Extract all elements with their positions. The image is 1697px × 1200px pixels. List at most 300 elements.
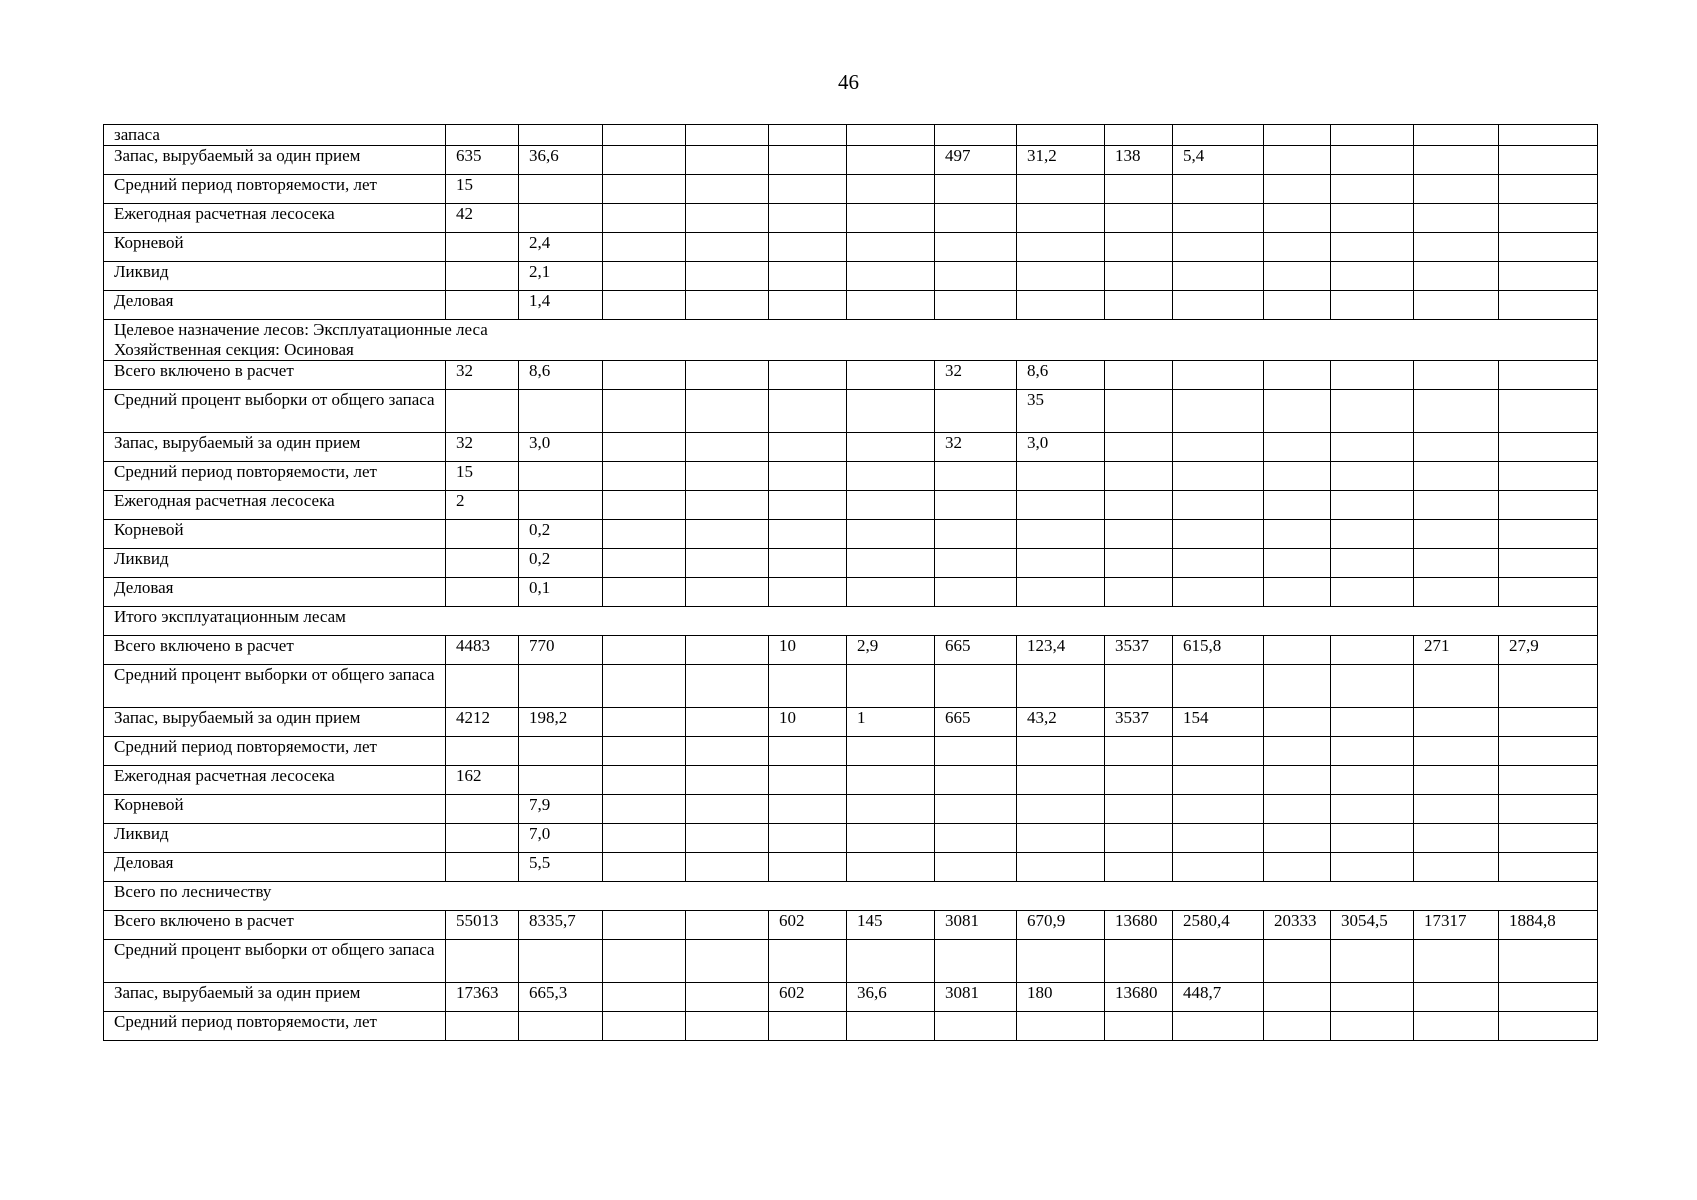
value-cell <box>1499 737 1598 766</box>
value-cell <box>603 262 686 291</box>
value-cell: 3537 <box>1105 708 1173 737</box>
table-row <box>104 433 1598 462</box>
value-cell <box>1499 462 1598 491</box>
value-cell <box>935 175 1017 204</box>
value-cell <box>769 737 847 766</box>
value-cell <box>1331 795 1414 824</box>
value-cell: 4483 <box>446 636 519 665</box>
value-cell <box>1331 361 1414 390</box>
value-cell: 670,9 <box>1017 911 1105 940</box>
value-cell <box>686 737 769 766</box>
value-cell: 2580,4 <box>1173 911 1264 940</box>
value-cell <box>1414 390 1499 433</box>
value-cell <box>935 262 1017 291</box>
value-cell: 8335,7 <box>519 911 603 940</box>
value-cell <box>1414 291 1499 320</box>
value-cell <box>1017 737 1105 766</box>
value-cell <box>686 911 769 940</box>
value-cell <box>686 233 769 262</box>
value-cell <box>1414 361 1499 390</box>
value-cell <box>1499 262 1598 291</box>
value-cell <box>603 665 686 708</box>
row-label-cell: Запас, вырубаемый за один прием <box>104 146 446 175</box>
value-cell <box>847 665 935 708</box>
value-cell <box>1017 520 1105 549</box>
table-row <box>104 737 1598 766</box>
value-cell <box>603 291 686 320</box>
value-cell <box>446 125 519 146</box>
value-cell <box>1331 233 1414 262</box>
value-cell <box>686 462 769 491</box>
value-cell <box>1499 204 1598 233</box>
value-cell <box>686 853 769 882</box>
row-label-cell: Деловая <box>104 291 446 320</box>
value-cell <box>1017 125 1105 146</box>
value-cell <box>1105 204 1173 233</box>
value-cell: 1884,8 <box>1499 911 1598 940</box>
value-cell: 615,8 <box>1173 636 1264 665</box>
value-cell <box>1331 636 1414 665</box>
value-cell <box>935 766 1017 795</box>
value-cell <box>1414 491 1499 520</box>
value-cell <box>847 520 935 549</box>
value-cell <box>519 1012 603 1041</box>
value-cell <box>1499 665 1598 708</box>
value-cell <box>769 795 847 824</box>
value-cell <box>1331 390 1414 433</box>
value-cell: 3081 <box>935 911 1017 940</box>
table-row <box>104 390 1598 433</box>
value-cell <box>1264 636 1331 665</box>
value-cell <box>686 708 769 737</box>
value-cell <box>769 433 847 462</box>
value-cell <box>769 361 847 390</box>
value-cell <box>1017 665 1105 708</box>
value-cell: 3,0 <box>1017 433 1105 462</box>
value-cell <box>1017 1012 1105 1041</box>
value-cell <box>1173 204 1264 233</box>
value-cell: 10 <box>769 708 847 737</box>
value-cell <box>519 737 603 766</box>
value-cell <box>1017 853 1105 882</box>
section-header-line: Всего по лесничеству <box>114 882 272 901</box>
value-cell <box>686 665 769 708</box>
value-cell <box>1414 462 1499 491</box>
value-cell: 15 <box>446 175 519 204</box>
value-cell: 36,6 <box>519 146 603 175</box>
value-cell <box>686 766 769 795</box>
section-header-line: Целевое назначение лесов: Эксплуатационные леса <box>114 320 488 339</box>
value-cell <box>603 940 686 983</box>
value-cell <box>1499 233 1598 262</box>
value-cell <box>1331 175 1414 204</box>
value-cell <box>686 940 769 983</box>
value-cell <box>847 361 935 390</box>
value-cell: 20333 <box>1264 911 1331 940</box>
value-cell <box>847 824 935 853</box>
value-cell <box>1499 578 1598 607</box>
value-cell <box>603 125 686 146</box>
value-cell <box>1105 462 1173 491</box>
row-label-cell: Ликвид <box>104 549 446 578</box>
value-cell <box>1331 520 1414 549</box>
value-cell <box>769 853 847 882</box>
value-cell <box>1414 146 1499 175</box>
section-header-row <box>104 882 1598 911</box>
value-cell <box>1499 175 1598 204</box>
value-cell <box>603 853 686 882</box>
value-cell <box>1264 233 1331 262</box>
value-cell <box>519 665 603 708</box>
value-cell <box>519 204 603 233</box>
value-cell <box>603 204 686 233</box>
table-row <box>104 795 1598 824</box>
value-cell <box>1017 578 1105 607</box>
value-cell <box>935 737 1017 766</box>
table-row <box>104 233 1598 262</box>
value-cell <box>686 636 769 665</box>
value-cell <box>847 795 935 824</box>
value-cell: 13680 <box>1105 911 1173 940</box>
value-cell <box>1264 361 1331 390</box>
value-cell <box>1173 125 1264 146</box>
value-cell <box>1017 549 1105 578</box>
value-cell <box>1499 983 1598 1012</box>
value-cell <box>1017 233 1105 262</box>
table-row <box>104 175 1598 204</box>
value-cell <box>603 462 686 491</box>
value-cell <box>1264 390 1331 433</box>
row-label-cell: Средний период повторяемости, лет <box>104 462 446 491</box>
value-cell <box>1105 361 1173 390</box>
value-cell <box>1264 204 1331 233</box>
value-cell <box>446 578 519 607</box>
value-cell <box>446 233 519 262</box>
value-cell <box>1017 262 1105 291</box>
value-cell <box>1499 291 1598 320</box>
value-cell <box>1414 578 1499 607</box>
value-cell <box>935 824 1017 853</box>
value-cell <box>1105 665 1173 708</box>
value-cell <box>1105 549 1173 578</box>
value-cell <box>603 578 686 607</box>
table-row <box>104 853 1598 882</box>
value-cell: 497 <box>935 146 1017 175</box>
value-cell <box>1173 390 1264 433</box>
allowable-cut-table <box>103 124 1598 1041</box>
value-cell <box>603 636 686 665</box>
value-cell <box>847 578 935 607</box>
value-cell <box>769 1012 847 1041</box>
section-header-line: Итого эксплуатационным лесам <box>114 607 346 626</box>
value-cell <box>769 390 847 433</box>
value-cell <box>769 204 847 233</box>
value-cell: 2,4 <box>519 233 603 262</box>
value-cell <box>1331 578 1414 607</box>
value-cell <box>935 1012 1017 1041</box>
value-cell <box>769 233 847 262</box>
value-cell <box>1173 853 1264 882</box>
value-cell <box>769 578 847 607</box>
value-cell: 31,2 <box>1017 146 1105 175</box>
row-label-cell: Средний процент выборки от общего запаса <box>104 390 446 433</box>
value-cell <box>446 549 519 578</box>
value-cell <box>1499 853 1598 882</box>
value-cell <box>1173 291 1264 320</box>
value-cell <box>1414 175 1499 204</box>
value-cell: 17317 <box>1414 911 1499 940</box>
value-cell <box>769 940 847 983</box>
value-cell <box>1173 233 1264 262</box>
value-cell: 0,1 <box>519 578 603 607</box>
value-cell <box>1331 853 1414 882</box>
value-cell <box>686 491 769 520</box>
table-row <box>104 520 1598 549</box>
value-cell <box>519 462 603 491</box>
value-cell <box>1105 390 1173 433</box>
table-row <box>104 361 1598 390</box>
value-cell <box>1105 766 1173 795</box>
value-cell <box>603 146 686 175</box>
value-cell <box>446 1012 519 1041</box>
value-cell <box>1331 1012 1414 1041</box>
value-cell <box>847 433 935 462</box>
value-cell: 162 <box>446 766 519 795</box>
value-cell <box>1414 233 1499 262</box>
value-cell <box>1264 766 1331 795</box>
value-cell <box>935 204 1017 233</box>
value-cell <box>1173 433 1264 462</box>
value-cell <box>935 665 1017 708</box>
value-cell <box>1414 262 1499 291</box>
value-cell <box>1017 795 1105 824</box>
value-cell <box>1414 1012 1499 1041</box>
value-cell <box>1264 795 1331 824</box>
value-cell <box>1105 125 1173 146</box>
value-cell <box>1499 1012 1598 1041</box>
table-row <box>104 911 1598 940</box>
value-cell <box>935 578 1017 607</box>
value-cell: 7,0 <box>519 824 603 853</box>
value-cell <box>847 1012 935 1041</box>
value-cell <box>1414 125 1499 146</box>
value-cell <box>1331 204 1414 233</box>
value-cell <box>1264 549 1331 578</box>
row-label-cell: Деловая <box>104 853 446 882</box>
value-cell <box>847 291 935 320</box>
section-header-cell <box>104 320 1598 361</box>
row-label-cell: Деловая <box>104 578 446 607</box>
value-cell <box>1017 824 1105 853</box>
section-header-line: Хозяйственная секция: Осиновая <box>114 340 354 359</box>
value-cell <box>1264 940 1331 983</box>
value-cell <box>1331 708 1414 737</box>
value-cell <box>519 940 603 983</box>
value-cell <box>1173 520 1264 549</box>
value-cell <box>1414 940 1499 983</box>
value-cell <box>847 390 935 433</box>
row-label-cell: Средний период повторяемости, лет <box>104 1012 446 1041</box>
value-cell: 55013 <box>446 911 519 940</box>
table-row <box>104 462 1598 491</box>
value-cell <box>1499 433 1598 462</box>
table-row <box>104 491 1598 520</box>
value-cell: 271 <box>1414 636 1499 665</box>
value-cell <box>935 853 1017 882</box>
value-cell <box>686 795 769 824</box>
value-cell <box>1105 262 1173 291</box>
value-cell <box>603 175 686 204</box>
value-cell: 7,9 <box>519 795 603 824</box>
value-cell <box>1331 824 1414 853</box>
value-cell <box>935 125 1017 146</box>
value-cell: 8,6 <box>1017 361 1105 390</box>
row-label-cell: Средний процент выборки от общего запаса <box>104 940 446 983</box>
row-label-cell: Средний период повторяемости, лет <box>104 175 446 204</box>
value-cell <box>1264 578 1331 607</box>
value-cell <box>446 520 519 549</box>
value-cell: 27,9 <box>1499 636 1598 665</box>
value-cell <box>686 578 769 607</box>
value-cell: 2,1 <box>519 262 603 291</box>
value-cell <box>1414 549 1499 578</box>
row-label-cell: Корневой <box>104 520 446 549</box>
value-cell <box>1331 291 1414 320</box>
value-cell: 198,2 <box>519 708 603 737</box>
value-cell <box>1017 291 1105 320</box>
value-cell <box>686 824 769 853</box>
value-cell: 635 <box>446 146 519 175</box>
value-cell <box>769 549 847 578</box>
value-cell <box>1173 578 1264 607</box>
table-row <box>104 549 1598 578</box>
value-cell <box>446 737 519 766</box>
row-label-cell: Ежегодная расчетная лесосека <box>104 491 446 520</box>
value-cell <box>603 361 686 390</box>
value-cell <box>1264 125 1331 146</box>
row-label-cell: Средний процент выборки от общего запаса <box>104 665 446 708</box>
value-cell <box>1331 766 1414 795</box>
value-cell <box>603 911 686 940</box>
value-cell <box>1173 491 1264 520</box>
value-cell <box>935 795 1017 824</box>
value-cell: 35 <box>1017 390 1105 433</box>
table-row <box>104 665 1598 708</box>
value-cell <box>446 665 519 708</box>
value-cell <box>1499 146 1598 175</box>
value-cell <box>519 491 603 520</box>
value-cell <box>847 262 935 291</box>
value-cell <box>847 853 935 882</box>
value-cell: 138 <box>1105 146 1173 175</box>
value-cell <box>769 125 847 146</box>
value-cell <box>769 824 847 853</box>
value-cell <box>1264 520 1331 549</box>
value-cell <box>603 433 686 462</box>
value-cell <box>1264 175 1331 204</box>
value-cell <box>1173 737 1264 766</box>
value-cell <box>1499 766 1598 795</box>
value-cell <box>935 520 1017 549</box>
value-cell <box>847 737 935 766</box>
value-cell <box>686 175 769 204</box>
value-cell: 3,0 <box>519 433 603 462</box>
value-cell <box>1331 262 1414 291</box>
value-cell <box>1264 737 1331 766</box>
value-cell: 5,4 <box>1173 146 1264 175</box>
value-cell <box>1173 940 1264 983</box>
value-cell <box>686 433 769 462</box>
value-cell <box>1173 766 1264 795</box>
value-cell <box>1414 708 1499 737</box>
table-row <box>104 708 1598 737</box>
value-cell: 448,7 <box>1173 983 1264 1012</box>
table-row <box>104 1012 1598 1041</box>
value-cell <box>1499 549 1598 578</box>
value-cell <box>1264 1012 1331 1041</box>
page-number: 46 <box>838 70 859 94</box>
value-cell <box>1499 708 1598 737</box>
value-cell <box>686 549 769 578</box>
value-cell <box>769 262 847 291</box>
value-cell <box>686 262 769 291</box>
row-label-cell: Запас, вырубаемый за один прием <box>104 433 446 462</box>
value-cell <box>519 125 603 146</box>
section-header-cell <box>104 882 1598 911</box>
table-row <box>104 125 1598 146</box>
value-cell <box>1414 433 1499 462</box>
table-row <box>104 204 1598 233</box>
value-cell <box>603 1012 686 1041</box>
value-cell <box>847 146 935 175</box>
value-cell <box>1414 853 1499 882</box>
value-cell <box>1173 549 1264 578</box>
value-cell <box>1173 262 1264 291</box>
row-label-cell: Всего включено в расчет <box>104 911 446 940</box>
value-cell <box>1331 491 1414 520</box>
value-cell <box>446 824 519 853</box>
value-cell <box>1173 175 1264 204</box>
value-cell: 665 <box>935 636 1017 665</box>
value-cell <box>769 491 847 520</box>
value-cell <box>1264 983 1331 1012</box>
value-cell <box>686 390 769 433</box>
row-label-cell: Ежегодная расчетная лесосека <box>104 204 446 233</box>
value-cell <box>1105 433 1173 462</box>
value-cell: 3537 <box>1105 636 1173 665</box>
value-cell: 665,3 <box>519 983 603 1012</box>
value-cell <box>603 520 686 549</box>
value-cell <box>1499 390 1598 433</box>
table-row <box>104 262 1598 291</box>
value-cell <box>686 361 769 390</box>
value-cell <box>446 262 519 291</box>
value-cell <box>1105 291 1173 320</box>
value-cell <box>1264 146 1331 175</box>
value-cell: 3054,5 <box>1331 911 1414 940</box>
row-label-cell: Запас, вырубаемый за один прием <box>104 708 446 737</box>
value-cell <box>1414 737 1499 766</box>
value-cell <box>1499 361 1598 390</box>
value-cell: 2,9 <box>847 636 935 665</box>
value-cell <box>769 462 847 491</box>
table-row <box>104 636 1598 665</box>
value-cell <box>1499 795 1598 824</box>
value-cell: 10 <box>769 636 847 665</box>
value-cell <box>1414 766 1499 795</box>
value-cell <box>603 824 686 853</box>
table-row <box>104 824 1598 853</box>
